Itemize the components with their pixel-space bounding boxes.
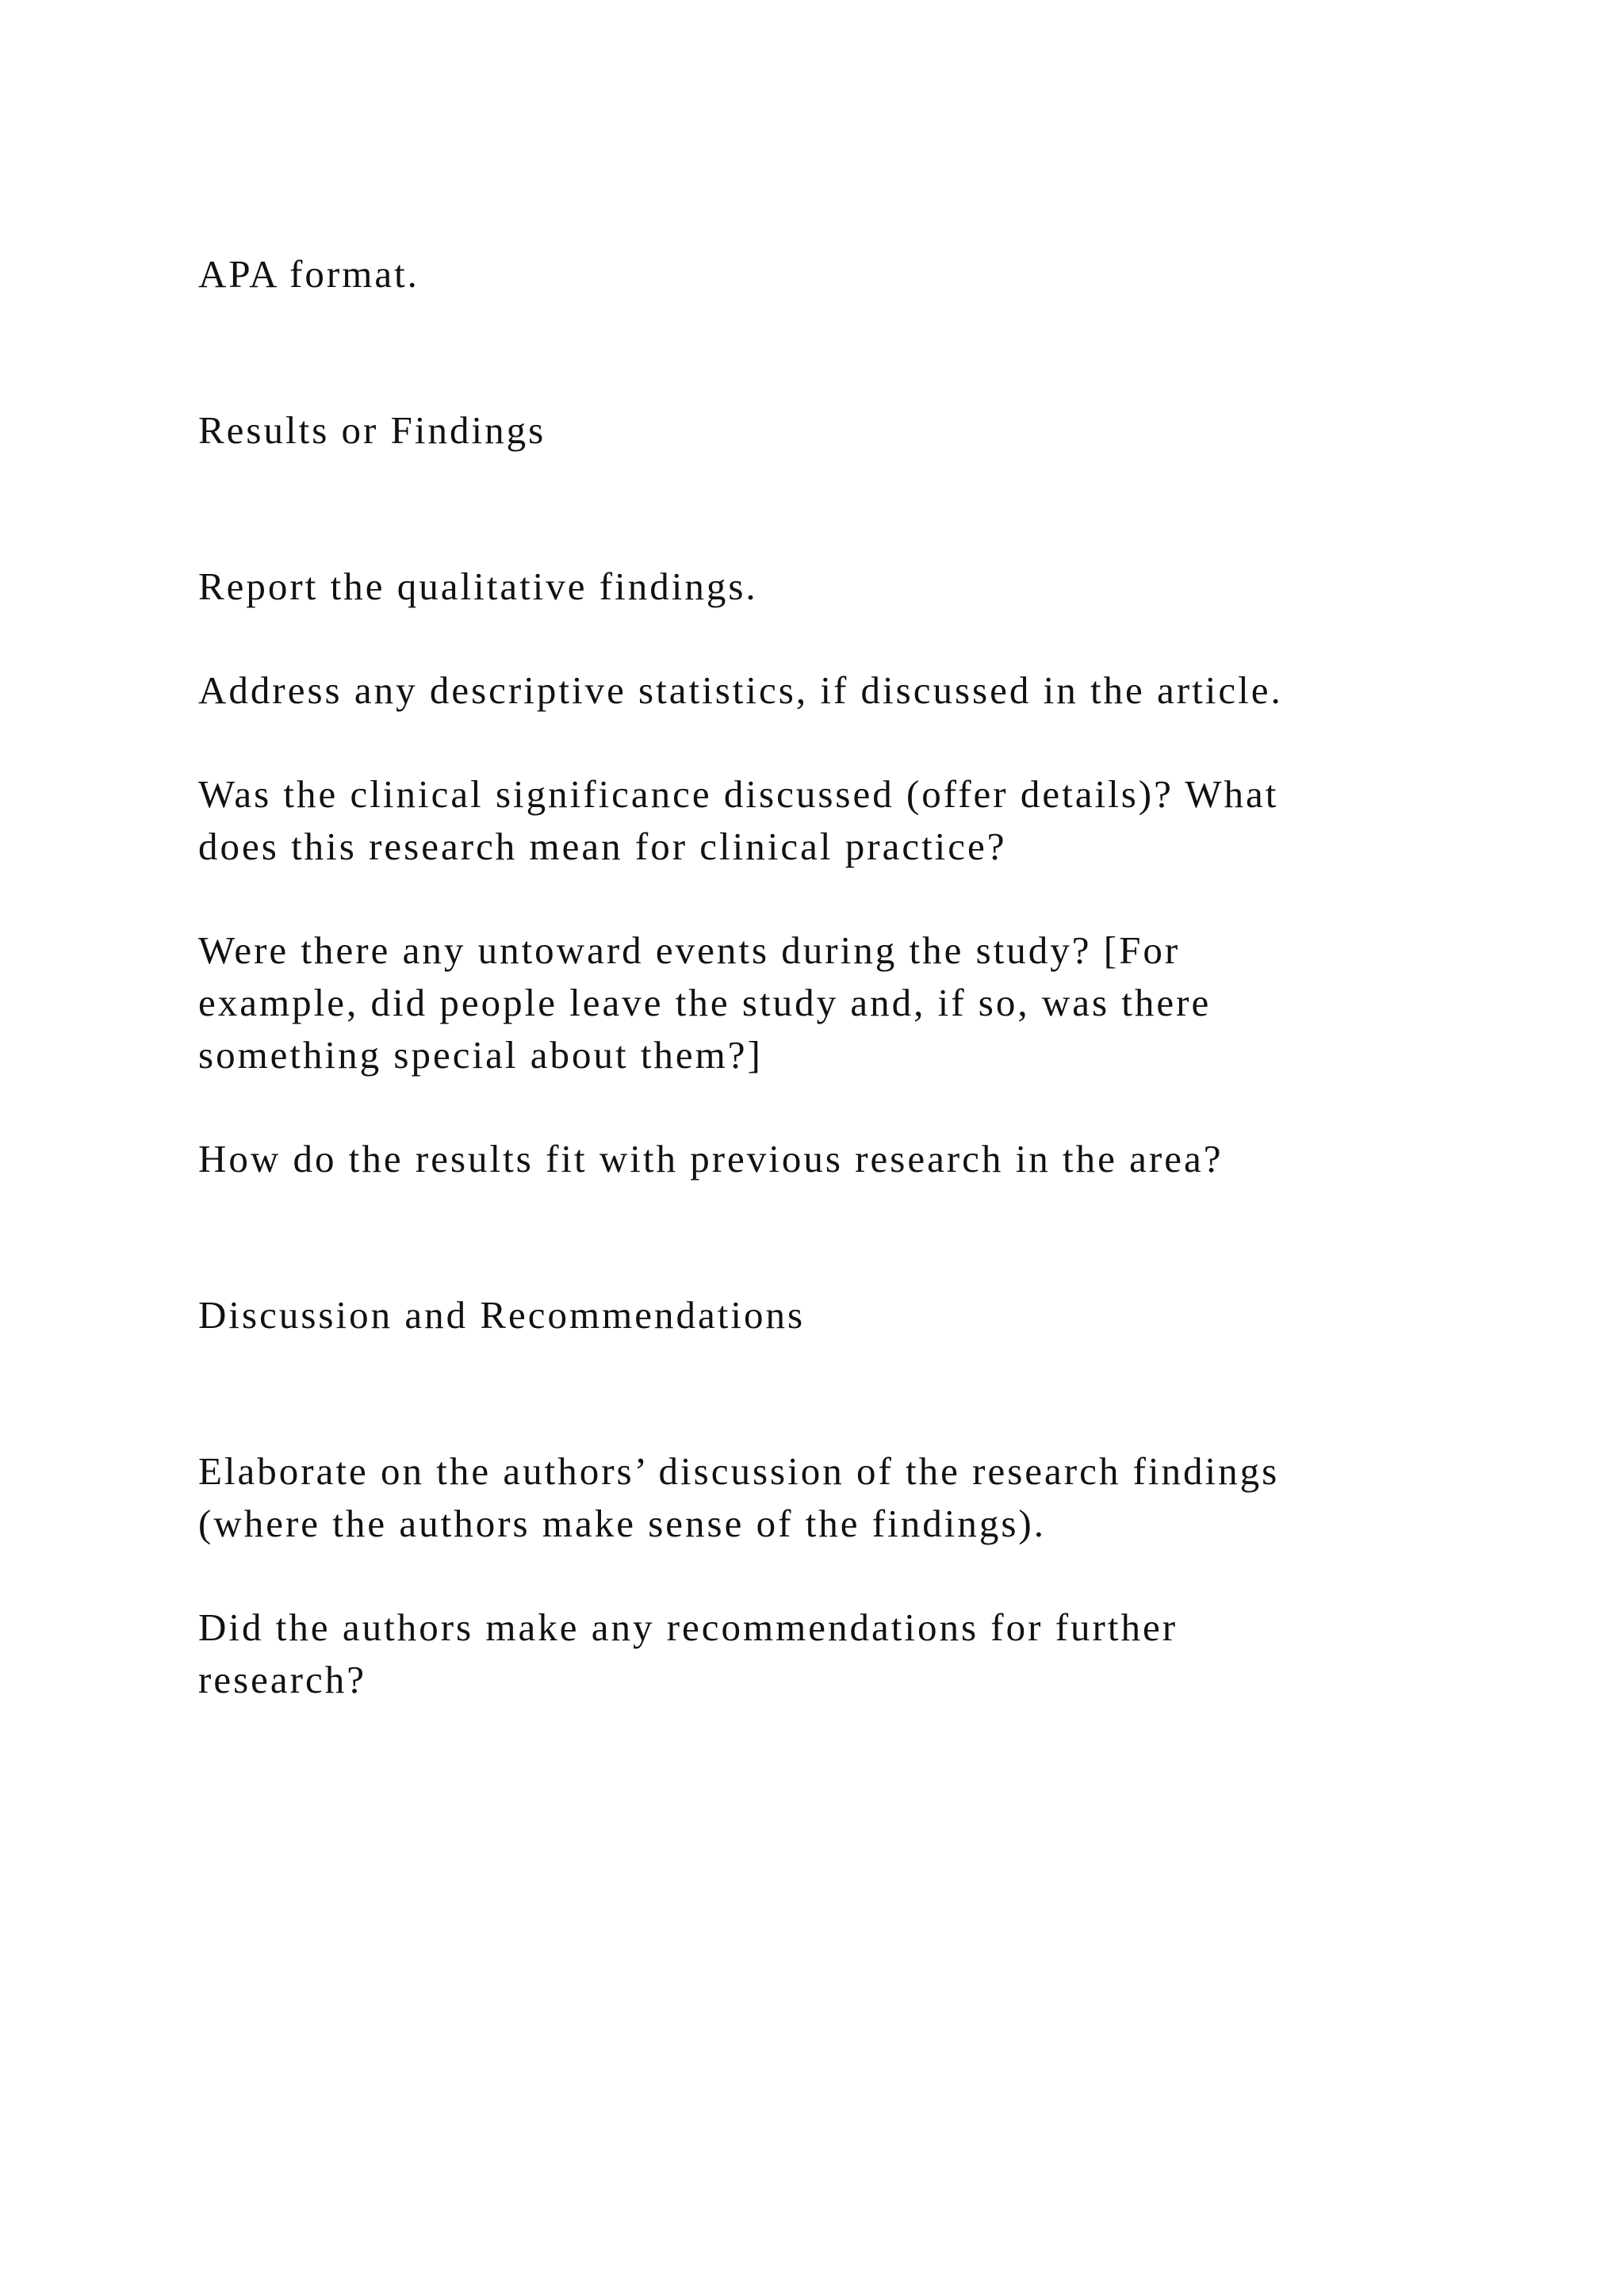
intro-line: APA format. (198, 252, 419, 296)
results-line-4: does this research mean for clinical practice? (198, 825, 1007, 868)
discussion-line-1: Elaborate on the authors’ discussion of the research findings (198, 1449, 1280, 1493)
discussion-line-4: research? (198, 1658, 366, 1701)
discussion-line-3: Did the authors make any recommendations for further (198, 1605, 1178, 1649)
results-line-8: How do the results fit with previous research in the area? (198, 1137, 1224, 1181)
results-line-7: something special about them?] (198, 1033, 763, 1077)
discussion-heading: Discussion and Recommendations (198, 1293, 806, 1337)
results-line-3: Was the clinical significance discussed (offer details)? What (198, 772, 1279, 816)
results-line-2: Address any descriptive statistics, if discussed in the article. (198, 668, 1283, 712)
results-heading: Results or Findings (198, 408, 546, 452)
discussion-line-2: (where the authors make sense of the findings). (198, 1502, 1046, 1545)
results-line-1: Report the qualitative findings. (198, 564, 758, 608)
results-line-6: example, did people leave the study and, if so, was there (198, 981, 1212, 1024)
results-line-5: Were there any untoward events during the study? [For (198, 928, 1181, 972)
